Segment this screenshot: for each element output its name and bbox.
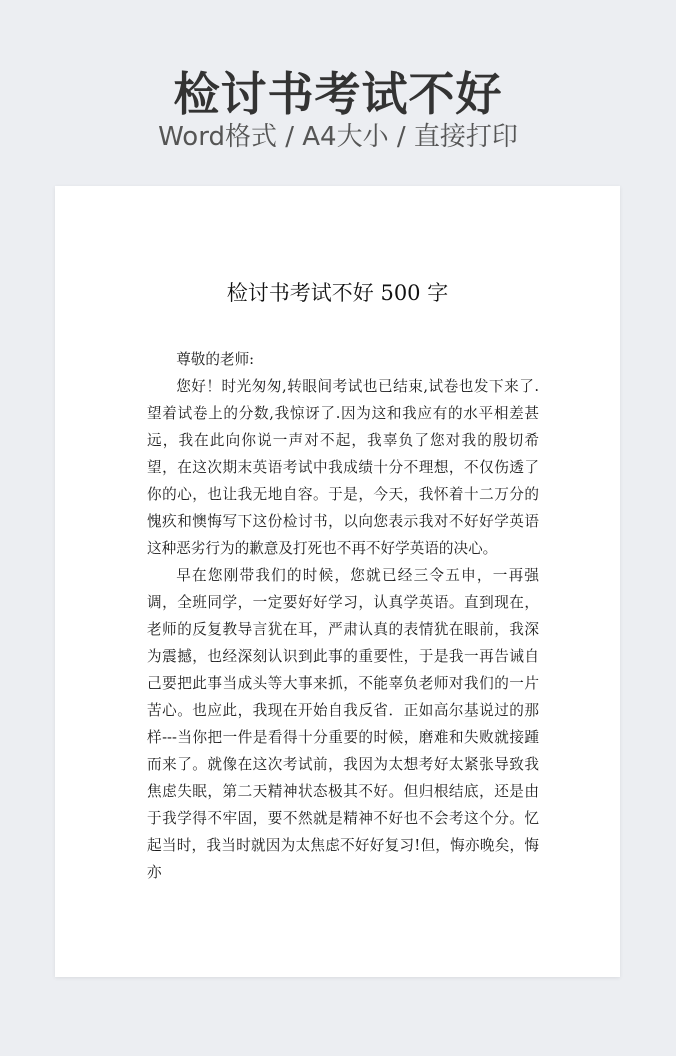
- document-page: [55, 186, 620, 977]
- salutation: 尊敬的老师:: [176, 351, 255, 368]
- banner-title: 检讨书考试不好: [173, 67, 503, 121]
- document-body: [147, 346, 539, 886]
- banner-subtitle: Word格式 / A4大小 / 直接打印: [158, 122, 518, 152]
- body-paragraph-1: 您好！时光匆匆,转眼间考试也已结束,试卷也发下来了.望着试卷上的分数,我惊讶了.因为这和我应有的水平相差甚远，我在此向你说一声对不起，我辜负了您对我的殷切希望，在这次期末英语考试中我成绩十分不理想，不仅伤透了你的心，也让我无地自容。于是，今天，我怀着十二万分的愧疚和懊悔写下这份检讨书，以向您表示我对不好好学英语这种恶劣行为的歉意及打死也不再不好学英语的决心。: [147, 378, 539, 557]
- document-title: 检讨书考试不好 500 字: [226, 281, 449, 305]
- body-paragraph-2: 早在您刚带我们的时候，您就已经三令五申，一再强调，全班同学，一定要好好学习，认真学英语。直到现在，老师的反复教导言犹在耳，严肃认真的表情犹在眼前，我深为震撼，也经深刻认识到此事的重要性，于是我一再告诫自己要把此事当成头等大事来抓，不能辜负老师对我们的一片苦心。也应此，我现在开始自我反省．正如高尔基说过的那样---当你把一件是看得十分重要的时候，磨难和失败就接踵而来了。就像在这次考试前，我因为太想考好太紧张导致我焦虑失眠，第二天精神状态极其不好。但归根结底，还是由于我学得不牢固，要不然就是精神不好也不会考这个分。忆起当时，我当时就因为太焦虑不好好复习!但，悔亦晚矣，悔亦: [147, 567, 539, 881]
